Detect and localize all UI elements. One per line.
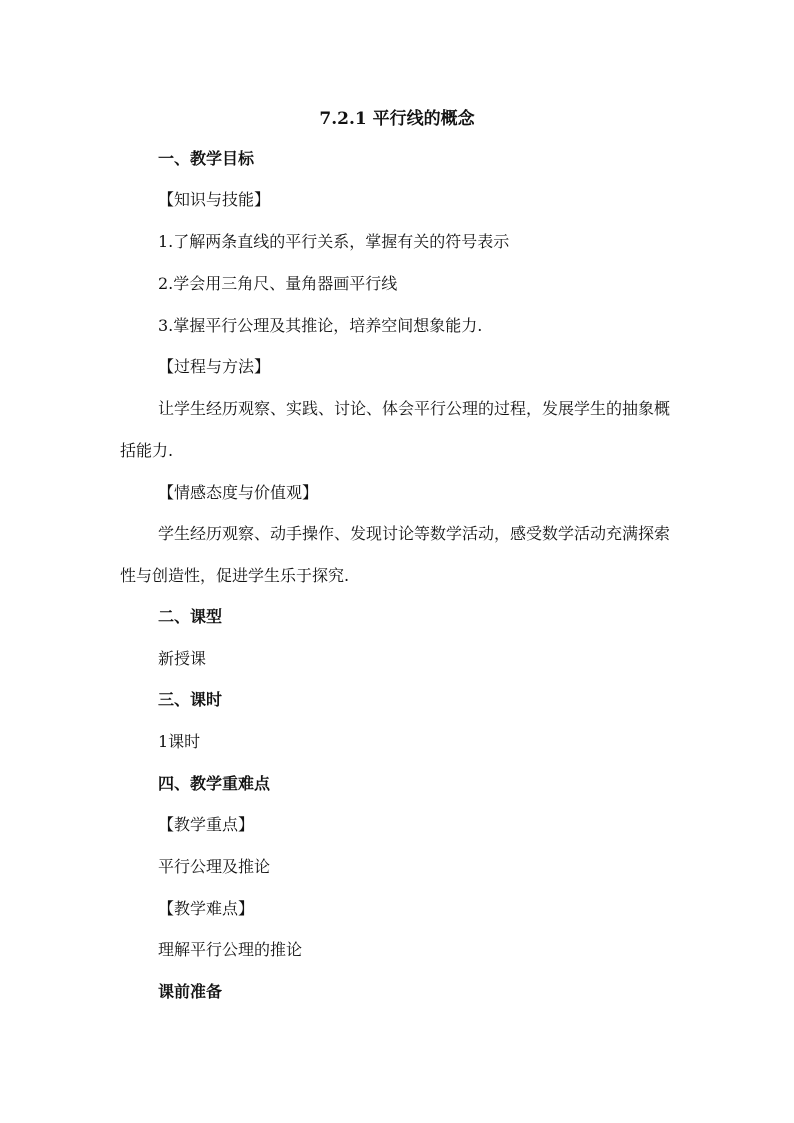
knowledge-item-2: 2.学会用三角尺、量角器画平行线 bbox=[158, 274, 398, 293]
page-title: 7.2.1 平行线的概念 bbox=[319, 109, 475, 129]
section-heading-goals: 一、教学目标 bbox=[158, 149, 255, 168]
difficulty-text: 理解平行公理的推论 bbox=[158, 940, 303, 959]
subheading-focus: 【教学重点】 bbox=[158, 815, 255, 834]
knowledge-item-3: 3.掌握平行公理及其推论，培养空间想象能力. bbox=[158, 316, 483, 335]
knowledge-item-1: 1.了解两条直线的平行关系，掌握有关的符号表示 bbox=[158, 232, 510, 251]
section-heading-preparation: 课前准备 bbox=[158, 982, 223, 1001]
emotion-paragraph: 学生经历观察、动手操作、发现讨论等数学活动，感受数学活动充满探索性与创造性，促进学生乐于探究. bbox=[120, 524, 671, 585]
subheading-process: 【过程与方法】 bbox=[158, 357, 271, 376]
subheading-knowledge: 【知识与技能】 bbox=[158, 190, 271, 209]
class-hours-text: 1课时 bbox=[158, 732, 201, 751]
subheading-emotion: 【情感态度与价值观】 bbox=[158, 483, 319, 502]
focus-text: 平行公理及推论 bbox=[158, 857, 271, 876]
process-paragraph: 让学生经历观察、实践、讨论、体会平行公理的过程，发展学生的抽象概括能力. bbox=[120, 399, 671, 460]
subheading-difficulty: 【教学难点】 bbox=[158, 899, 255, 918]
section-heading-class-hours: 三、课时 bbox=[158, 690, 223, 709]
section-heading-key-points: 四、教学重难点 bbox=[158, 774, 271, 793]
section-heading-lesson-type: 二、课型 bbox=[158, 607, 223, 626]
lesson-type-text: 新授课 bbox=[158, 649, 207, 668]
